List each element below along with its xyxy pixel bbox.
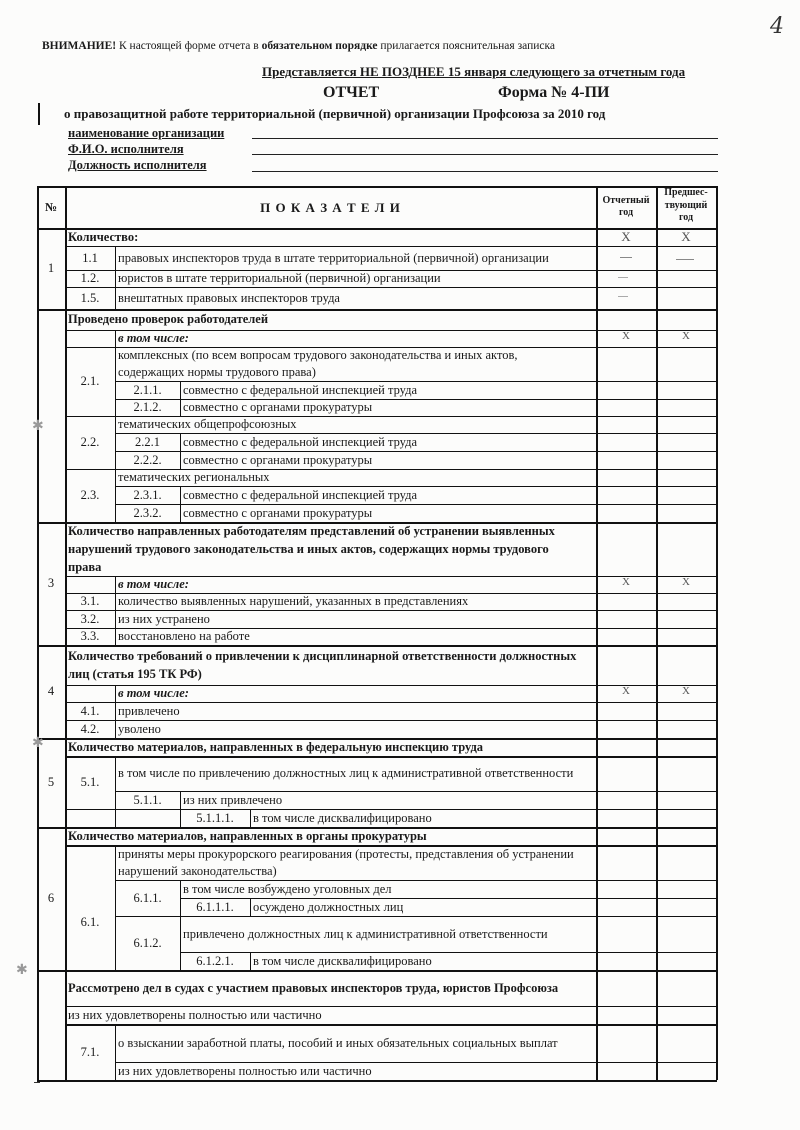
row-2-2-2-code: 2.2.2. bbox=[133, 452, 162, 467]
field-label-organization: наименование организации bbox=[68, 126, 225, 140]
row-1-5-code: 1.5. bbox=[80, 290, 100, 305]
header-previous-year-line2: твующий bbox=[664, 199, 708, 211]
field-label-position: Должность исполнителя bbox=[68, 158, 207, 172]
row-7-1-text: о взыскании заработной платы, пособий и иных обязательных социальных выплат bbox=[118, 1035, 558, 1050]
row-2-2-2-text: совместно с органами прокуратуры bbox=[183, 452, 373, 467]
row-4-2-code: 4.2. bbox=[80, 721, 100, 736]
row-2-3-text: тематических региональных bbox=[118, 470, 270, 484]
row-2-1-1-code: 2.1.1. bbox=[133, 382, 162, 397]
staple-mark: ✱ bbox=[32, 419, 44, 434]
row-3-2-text: из них устранено bbox=[118, 611, 210, 626]
deadline-notice: Представляется НЕ ПОЗДНЕЕ 15 января следующего за отчетным года bbox=[262, 64, 686, 79]
header-previous-year-line3: год bbox=[678, 212, 694, 223]
row-2-2-text: тематических общепрофсоюзных bbox=[118, 417, 297, 431]
row-2-3-1-text: совместно с федеральной инспекцией труда bbox=[183, 487, 418, 502]
row-7-1-code: 7.1. bbox=[80, 1044, 100, 1059]
notice-text-end: прилагается пояснительная записка bbox=[377, 40, 556, 52]
col-sep-previous bbox=[656, 186, 658, 1080]
row-6-1-1-1-text: осуждено должностных лиц bbox=[253, 899, 404, 914]
section-4-title: Количество требований о привлечении к дисциплинарной ответственности должностных лиц (статья 195 ТК РФ) bbox=[68, 649, 577, 681]
row-3-3-code: 3.3. bbox=[80, 629, 100, 643]
cross-mark: X bbox=[622, 330, 630, 342]
staple-mark: ✱ bbox=[32, 736, 44, 751]
row-2-3-2-text: совместно с органами прокуратуры bbox=[183, 505, 373, 520]
section-1-title: Количество: bbox=[68, 229, 139, 244]
dash-mark[interactable] bbox=[620, 257, 632, 258]
row-2-3-2-code: 2.3.2. bbox=[133, 505, 162, 520]
cross-mark: X bbox=[682, 685, 690, 697]
header-previous-year bbox=[656, 187, 716, 225]
section-4-including: в том числе: bbox=[118, 686, 189, 700]
row-2-1-code: 2.1. bbox=[80, 374, 100, 388]
section-2-title: Проведено проверок работодателей bbox=[68, 312, 269, 326]
table-border-bottom bbox=[37, 1080, 717, 1082]
row-1-2-code: 1.2. bbox=[80, 271, 100, 285]
section-3-including: в том числе: bbox=[118, 577, 189, 591]
cross-mark: X bbox=[622, 576, 630, 588]
form-number: Форма № 4-ПИ bbox=[498, 84, 610, 101]
row-1-1-text: правовых инспекторов труда в штате территориальной (первичной) организации bbox=[118, 250, 549, 265]
field-label-fio: Ф.И.О. исполнителя bbox=[68, 142, 184, 156]
table-border-right bbox=[716, 186, 718, 1080]
section-2-including: в том числе: bbox=[118, 331, 189, 345]
notice-line bbox=[42, 38, 555, 54]
row-6-1-2-1-code: 6.1.2.1. bbox=[196, 953, 234, 968]
row-6-1-1-1-code: 6.1.1.1. bbox=[196, 899, 234, 914]
row-1-2-text: юристов в штате территориальной (первичной) организации bbox=[118, 271, 441, 285]
notice-prefix: ВНИМАНИЕ! bbox=[42, 40, 117, 52]
dash-mark[interactable] bbox=[618, 277, 628, 278]
scan-tick bbox=[34, 1082, 40, 1083]
section-3-num: 3 bbox=[47, 576, 55, 590]
header-indicators: П О К А З А Т Е Л И bbox=[260, 199, 401, 215]
notice-bold: обязательном порядке bbox=[261, 40, 378, 52]
cross-mark: X bbox=[681, 229, 691, 244]
report-title: ОТЧЕТ bbox=[323, 84, 380, 101]
row-5-1-text: в том числе по привлечению должностных лиц к административной ответственности bbox=[118, 766, 574, 780]
section-1-num: 1 bbox=[47, 261, 55, 275]
row-6-1-1-code: 6.1.1. bbox=[133, 890, 162, 905]
field-input-position[interactable] bbox=[252, 171, 718, 172]
row-5-1-1-code: 5.1.1. bbox=[133, 792, 162, 807]
section-5-title: Количество материалов, направленных в федеральную инспекцию труда bbox=[68, 739, 484, 754]
dash-mark[interactable] bbox=[618, 296, 628, 297]
section-6-num: 6 bbox=[47, 891, 55, 905]
row-5-1-1-1-code: 5.1.1.1. bbox=[196, 810, 234, 825]
row-3-2-code: 3.2. bbox=[80, 611, 100, 626]
row-6-1-1-text: в том числе возбуждено уголовных дел bbox=[183, 881, 392, 896]
field-input-organization[interactable] bbox=[252, 138, 718, 139]
row-2-1-2-text: совместно с органами прокуратуры bbox=[183, 400, 373, 414]
field-input-fio[interactable] bbox=[252, 154, 718, 155]
row-6-1-2-code: 6.1.2. bbox=[133, 935, 162, 950]
cross-mark: X bbox=[682, 330, 690, 342]
row-2-2-1-code: 2.2.1 bbox=[135, 434, 160, 449]
cross-mark: X bbox=[622, 685, 630, 697]
header-num: № bbox=[44, 199, 58, 214]
row-2-1-text: комплексных (по всем вопросам трудового законодательства и иных актов, содержащих нормы трудового права) bbox=[118, 348, 518, 379]
notice-text: К настоящей форме отчета в bbox=[116, 40, 262, 52]
header-current-year: Отчетный год bbox=[602, 195, 650, 218]
section-3-title: Количество направленных работодателям представлений об устранении выявленных нарушений трудового законодательства и иных актов, содержащих нормы трудового права bbox=[68, 524, 555, 574]
header-previous-year-line1: Предшес- bbox=[664, 187, 708, 198]
cross-mark: X bbox=[621, 229, 631, 244]
row-2-1-1-text: совместно с федеральной инспекцией труда bbox=[183, 382, 418, 397]
row-2-2-code: 2.2. bbox=[80, 435, 100, 449]
row-1-1-code: 1.1 bbox=[82, 250, 98, 265]
section-7-satisfied: из них удовлетворены полностью или частично bbox=[68, 1007, 322, 1022]
staple-mark: ✱ bbox=[16, 963, 28, 978]
row-3-3-text: восстановлено на работе bbox=[118, 629, 250, 643]
section-7-title: Рассмотрено дел в судах с участием правовых инспекторов труда, юристов Профсоюза bbox=[68, 981, 559, 995]
row-2-1-2-code: 2.1.2. bbox=[133, 400, 162, 414]
row-5-1-1-1-text: в том числе дисквалифицировано bbox=[253, 810, 432, 825]
margin-mark bbox=[38, 103, 40, 125]
row-2-3-code: 2.3. bbox=[80, 488, 100, 502]
row-4-1-code: 4.1. bbox=[80, 703, 100, 718]
row-6-1-2-text: привлечено должностных лиц к административной ответственности bbox=[183, 926, 548, 941]
report-subtitle: о правозащитной работе территориальной (первичной) организации Профсоюза за 2010 год bbox=[64, 106, 606, 121]
row-5-1-code: 5.1. bbox=[80, 775, 100, 789]
row-6-1-code: 6.1. bbox=[80, 915, 100, 929]
row-7-1-satisfied: из них удовлетворены полностью или частично bbox=[118, 1063, 372, 1078]
row-3-1-text: количество выявленных нарушений, указанных в представлениях bbox=[118, 594, 469, 608]
row-6-1-2-1-text: в том числе дисквалифицировано bbox=[253, 953, 432, 968]
handwritten-page-number: 4 bbox=[770, 14, 784, 39]
col-sep-current bbox=[596, 186, 598, 1080]
row-3-1-code: 3.1. bbox=[80, 594, 100, 608]
row-4-2-text: уволено bbox=[118, 721, 161, 736]
row-2-2-1-text: совместно с федеральной инспекцией труда bbox=[183, 434, 418, 449]
section-4-num: 4 bbox=[47, 684, 55, 698]
row-6-1-text: приняты меры прокурорского реагирования (протесты, представления об устранении нарушений законодательства) bbox=[118, 846, 574, 878]
dash-mark[interactable] bbox=[676, 259, 694, 260]
row-1-5-text: внештатных правовых инспекторов труда bbox=[118, 290, 340, 305]
section-5-num: 5 bbox=[47, 775, 55, 789]
section-6-title: Количество материалов, направленных в органы прокуратуры bbox=[68, 828, 427, 843]
cross-mark: X bbox=[682, 576, 690, 588]
row-2-3-1-code: 2.3.1. bbox=[133, 487, 162, 502]
row-4-1-text: привлечено bbox=[118, 703, 180, 718]
row-5-1-1-text: из них привлечено bbox=[183, 792, 283, 807]
